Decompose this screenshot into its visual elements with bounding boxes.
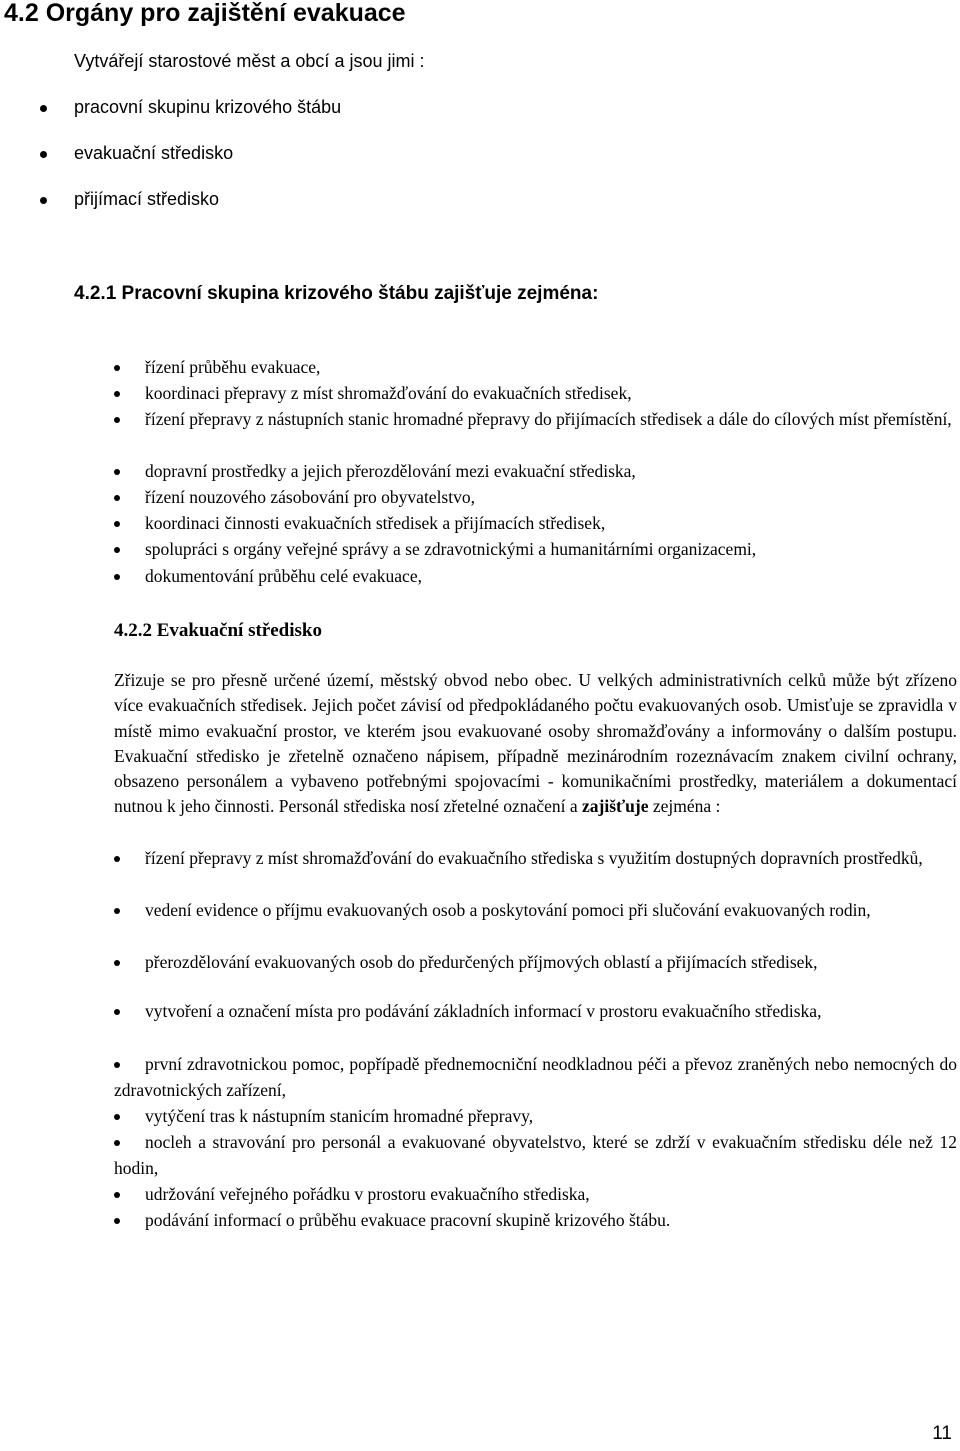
list-item: první zdravotnickou pomoc, popřípadě přednemocniční neodkladnou péči a převoz zraněných nebo nemocných do zdravotnických zařízení, <box>114 1054 957 1100</box>
bullet-icon <box>114 1114 120 1120</box>
list-item: koordinaci přepravy z míst shromažďování do evakuačních středisek, <box>145 381 957 407</box>
list-item: vedení evidence o příjmu evakuovaných osob a poskytování pomoci při slučování evakuovaných rodin, <box>114 897 957 923</box>
subsection-heading: 4.2.2 Evakuační středisko <box>114 620 322 641</box>
bullet-icon <box>114 547 120 553</box>
list-item: řízení přepravy z nástupních stanic hromadné přepravy do přijímacích středisek a dále do cílových míst přemístění, <box>114 407 957 433</box>
list-item: řízení průběhu evakuace, <box>145 355 957 381</box>
bullet-icon <box>114 521 120 527</box>
bullet-icon <box>114 960 120 966</box>
list-item: udržování veřejného pořádku v prostoru evakuačního střediska, <box>114 1181 957 1207</box>
list-item: pracovní skupinu krizového štábu <box>74 96 341 118</box>
list-item: koordinaci činnosti evakuačních středisek a přijímacích středisek, <box>145 511 957 537</box>
list-item: přerozdělování evakuovaných osob do předurčených příjmových oblastí a přijímacích středisek, <box>114 949 957 975</box>
list-item: dokumentování průběhu celé evakuace, <box>145 564 957 590</box>
list-item: řízení nouzového zásobování pro obyvatelstvo, <box>145 485 957 511</box>
bullet-icon <box>40 197 47 204</box>
bullet-icon <box>114 1218 120 1224</box>
intro-text: Vytvářejí starostové měst a obcí a jsou jimi : <box>74 51 425 71</box>
list-item: dopravní prostředky a jejich přerozdělování mezi evakuační střediska, <box>145 459 957 485</box>
page-number: 11 <box>932 1423 952 1444</box>
bullet-icon <box>114 1009 120 1015</box>
bullet-icon <box>114 495 120 501</box>
bullet-icon <box>114 1140 120 1146</box>
bullet-icon <box>40 151 47 158</box>
list-item: řízení přepravy z míst shromažďování do evakuačního střediska s využitím dostupných dopravních prostředků, <box>114 845 957 871</box>
bullet-icon <box>114 391 120 397</box>
bullet-icon <box>40 105 47 112</box>
list-item: podávání informací o průběhu evakuace pracovní skupině krizového štábu. <box>114 1207 957 1233</box>
bullet-icon <box>114 856 120 862</box>
list-item: přijímací středisko <box>74 188 219 210</box>
list-item: vytvoření a označení místa pro podávání základních informací v prostoru evakuačního střediska, <box>114 998 957 1024</box>
bullet-icon <box>114 908 120 914</box>
bullet-icon <box>114 365 120 371</box>
list-item: evakuační středisko <box>74 142 233 164</box>
list-item: nocleh a stravování pro personál a evakuované obyvatelstvo, které se zdrží v evakuačním středisku déle než 12 hodin, <box>114 1132 957 1178</box>
bullet-icon <box>114 1062 120 1068</box>
section-heading: 4.2 Orgány pro zajištění evakuace <box>4 0 406 27</box>
body-paragraph: Zřizuje se pro přesně určené území, městský obvod nebo obec. U velkých administrativních celků může být zřízeno více evakuačních středisek. Jejich počet závisí od předpokládaného počtu evakuovaných osob. Umisťuje se zpravidla v místě mimo evakuační prostor, ve kterém jsou evakuované osoby shromažďovány a informovány o dalším postupu. Evakuační středisko je zřetelně označeno nápisem, případně mezinárodním rozeznávacím znakem civilní ochrany, obsazeno personálem a vybaveno potřebnými spojovacími - komunikačními prostředky, materiálem a dokumentací nutnou k jeho činnosti. Personál střediska nosí zřetelné označení a zajišťuje zejména : <box>114 670 957 817</box>
bullet-icon <box>114 469 120 475</box>
subsection-heading: 4.2.1 Pracovní skupina krizového štábu zajišťuje zejména: <box>74 283 599 304</box>
bullet-icon <box>114 574 120 580</box>
list-item: spolupráci s orgány veřejné správy a se zdravotnickými a humanitárními organizacemi, <box>145 537 957 563</box>
bullet-icon <box>114 1192 120 1198</box>
bullet-icon <box>114 417 120 423</box>
emphasis-text: zajišťuje <box>582 796 649 817</box>
list-item: vytýčení tras k nástupním stanicím hromadné přepravy, <box>114 1103 957 1129</box>
